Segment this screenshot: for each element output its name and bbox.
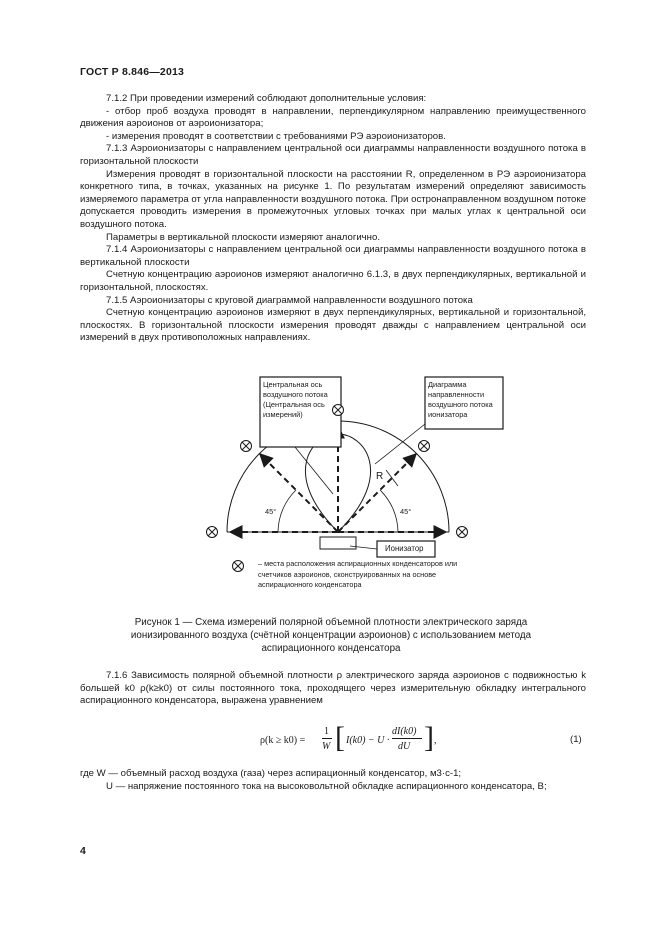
formula-frac-num: 1 xyxy=(324,726,329,737)
paragraph-vertical: Параметры в вертикальной плоскости измеряют аналогично. xyxy=(106,231,380,243)
definitions xyxy=(80,768,586,793)
formula-lhs: ρ(k ≥ k0) = xyxy=(260,735,306,746)
paragraph-7-1-3: 7.1.3 Аэроионизаторы с направлением центральной оси диаграммы направленности воздушного потока в горизонтальной плоскости xyxy=(80,143,586,167)
formula-trail: , xyxy=(434,735,437,746)
paragraph-count-2: Счетную концентрацию аэроионов измеряют в двух перпендикулярных, вертикальной и горизонтальной, плоскостях. В горизонтальной плоскости измерения проводят дважды с направлением центральной оси измерений в двух противоположных направлениях. xyxy=(80,307,586,344)
right-box-label: Диаграмма направленности воздушного потока ионизатора xyxy=(428,380,493,419)
sensor-right-icon xyxy=(457,527,468,538)
angle-left-label: 45° xyxy=(265,507,277,516)
formula-dden: dU xyxy=(398,741,411,752)
legend-sensor-icon xyxy=(233,561,244,572)
arrow-up-right xyxy=(338,454,416,532)
list-item-requirements: - измерения проводят в соответствии с требованиями РЭ аэроионизаторов. xyxy=(106,130,446,142)
left-box-label: Центральная ось воздушного потока (Центральная ось измерений) xyxy=(263,380,328,419)
equation-number: (1) xyxy=(570,734,582,745)
left-bracket: [ xyxy=(335,721,345,754)
formula-dnum: dI(k0) xyxy=(392,726,417,737)
paragraph-measurements: Измерения проводят в горизонтальной плоскости на расстоянии R, определенном в РЭ аэроионизатора конкретного типа, в точках, указанных на рисунке 1. По результатам измерений определяют зависимость измеряемого параметра от угла направленности воздушного потока. При остронаправленном воздушном потоке допускается проводить измерения в промежуточных угловых точках при малых углах к центральной оси воздушного потока. xyxy=(80,168,586,230)
definition-w: где W — объемный расход воздуха (газа) через аспирационный конденсатор, м3·с-1; xyxy=(80,768,462,779)
ionizer-label: Ионизатор xyxy=(385,544,424,553)
figure-1 xyxy=(200,374,493,599)
paragraph-7-1-2: 7.1.2 При проведении измерений соблюдают дополнительные условия: xyxy=(106,93,427,104)
paragraph-7-1-4: 7.1.4 Аэроионизаторы с направлением центральной оси диаграммы направленности воздушного потока в вертикальной плоскости xyxy=(80,244,586,268)
angle-arc-left xyxy=(278,490,296,532)
document-header: ГОСТ Р 8.846—2013 xyxy=(80,66,185,78)
arrow-up-left xyxy=(260,454,338,532)
left-pointer xyxy=(295,447,333,494)
figure-caption: Рисунок 1 — Схема измерений полярной объемной плотности электрического заряда ионизированного воздуха (счётной концентрации аэроионов) с использованием метода аспирационного конденсатора xyxy=(130,617,532,654)
frac-bar xyxy=(322,738,332,739)
legend-text: – места расположения аспирационных конденсаторов или счетчиков аэроионов, сконструированных на основе аспирационного конденсатора xyxy=(258,559,458,589)
paragraph-count-1: Счетную концентрацию аэроионов измеряют аналогично 6.1.3, в двух перпендикулярных, вертикальной и горизонтальной, плоскостях. xyxy=(80,269,586,293)
angle-right-label: 45° xyxy=(400,507,412,516)
body-text xyxy=(80,93,586,345)
definition-u: U — напряжение постоянного тока на высоковольтной обкладке аспирационного конденсатора, В; xyxy=(106,780,547,792)
formula-body: I(k0) − U · xyxy=(346,735,390,746)
deriv-bar xyxy=(392,738,422,739)
list-item-sampling: - отбор проб воздуха проводят в направлении, перпендикулярном направлению преимущественного движения аэроионов от аэроионизатора; xyxy=(80,105,586,130)
radius-label: R xyxy=(376,471,384,482)
ionizer-body xyxy=(320,537,356,549)
paragraph-7-1-5: 7.1.5 Аэроионизаторы с круговой диаграммой направленности воздушного потока xyxy=(106,294,473,306)
page-number: 4 xyxy=(80,845,86,857)
sensor-left-icon xyxy=(207,527,218,538)
formula-frac-den: W xyxy=(322,741,331,752)
right-bracket: ] xyxy=(424,721,434,754)
sensor-up-right-icon xyxy=(419,441,430,452)
equation-1 xyxy=(260,723,460,763)
sensor-up-left-icon xyxy=(241,441,252,452)
paragraph-7-1-6: 7.1.6 Зависимость полярной объемной плотности ρ электрического заряда аэроионов с подвижностью k большей k0 ρ(k≥k0) от силы постоянного тока, проходящего через измерительную обкладку интегрального аспирационного конденсатора, выражена уравнением xyxy=(80,670,586,707)
angle-arc-right xyxy=(380,490,398,532)
